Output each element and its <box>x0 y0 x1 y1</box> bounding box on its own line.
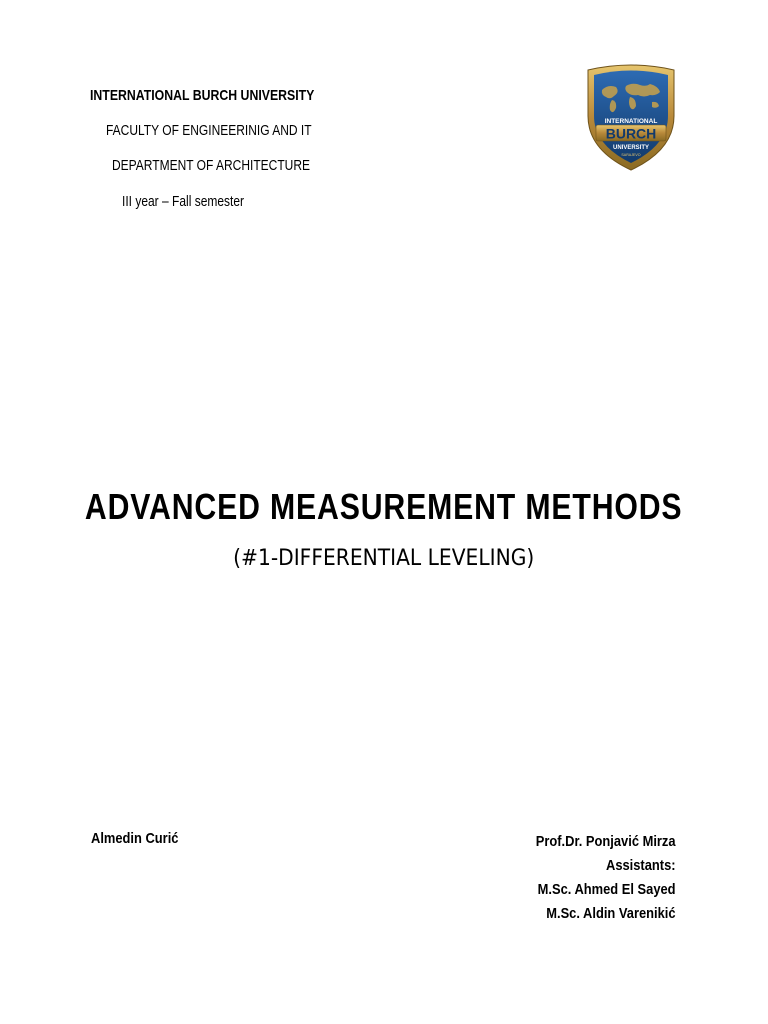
logo-text-burch: BURCH <box>605 125 657 142</box>
document-subtitle <box>0 546 768 571</box>
document-title <box>0 486 768 528</box>
assistant-name: M.Sc. Ahmed El Sayed <box>538 881 676 898</box>
logo-text-international: INTERNATIONAL <box>604 118 658 125</box>
department-name: DEPARTMENT OF ARCHITECTURE <box>112 157 311 174</box>
student-name: Almedin Curić <box>91 830 179 847</box>
assistants-label: Assistants: <box>606 857 676 874</box>
document-title-text: ADVANCED MEASUREMENT METHODS <box>85 486 683 527</box>
year-semester: III year – Fall semester <box>122 193 245 210</box>
staff-block <box>513 830 676 926</box>
logo-text-university: UNIVERSITY <box>612 145 650 151</box>
document-subtitle-text: (#1-DIFFERENTIAL LEVELING) <box>233 546 535 571</box>
professor-name: Prof.Dr. Ponjavić Mirza <box>536 833 676 850</box>
university-name: INTERNATIONAL BURCH UNIVERSITY <box>90 87 315 104</box>
university-logo <box>580 60 682 172</box>
faculty-name: FACULTY OF ENGINEERINIG AND IT <box>106 122 312 139</box>
logo-text-city: SARAJEVO <box>621 153 641 157</box>
assistant-name: M.Sc. Aldin Varenikić <box>546 905 676 922</box>
